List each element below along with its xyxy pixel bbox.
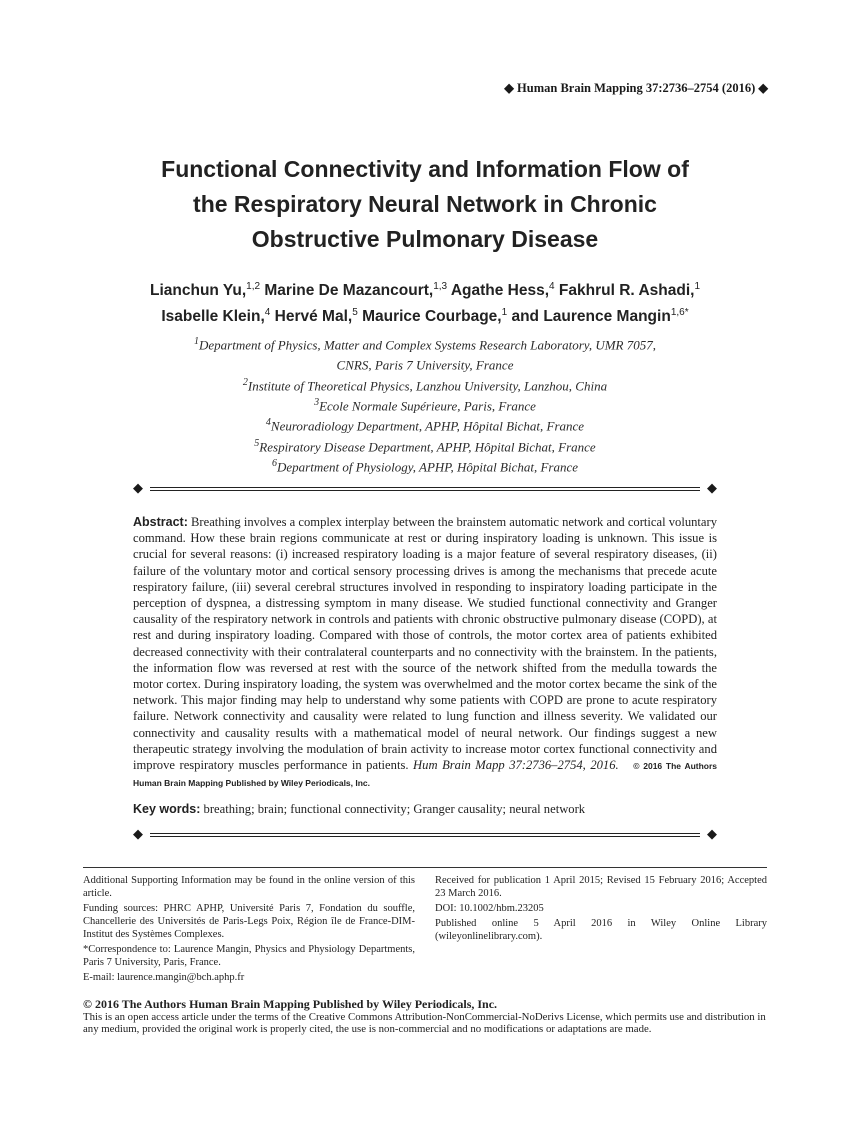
author: Lianchun Yu,$^{1,2}$ xyxy=(150,281,261,300)
footnote: Published online 5 April 2016 in Wiley Online Library (wileyonlinelibrary.com). xyxy=(435,918,767,942)
diamond-icon: ◆ xyxy=(707,481,717,496)
abstract xyxy=(133,514,717,791)
license-heading: © 2016 The Authors Human Brain Mapping Published by Wiley Periodicals, Inc. xyxy=(83,997,498,1011)
author: Fakhrul R. Ashadi,$^1$ xyxy=(558,281,700,300)
keywords-text: breathing; brain; functional connectivity; Granger causality; neural network xyxy=(203,802,586,816)
diamond-icon: ◆ xyxy=(133,481,143,496)
abstract-label: Abstract: xyxy=(133,515,188,529)
abstract-copyright: © 2016 The Authors Human Brain Mapping Published by Wiley Periodicals, Inc. xyxy=(133,761,718,789)
license-text: This is an open access article under the terms of the Creative Commons Attribution-NonCommercial-NoDerivs License, which permits use and distribution in any medium, provided the original work is properly cited, the use is non-commercial and no modifications or adaptations are made. xyxy=(83,1010,766,1035)
running-header: ◆ Human Brain Mapping 37:2736–2754 (2016) ◆ xyxy=(504,81,768,95)
author: Hervé Mal,$^5$ xyxy=(274,307,358,326)
diamond-icon: ◆ xyxy=(133,827,143,842)
footnotes-right xyxy=(435,874,767,945)
author-list xyxy=(95,276,755,328)
footnote: *Correspondence to: Laurence Mangin, Physics and Physiology Departments, Paris 7 University, Paris, France. xyxy=(83,944,415,968)
footnote: Additional Supporting Information may be found in the online version of this article. xyxy=(83,875,415,899)
affiliation: $^1$Department of Physics, Matter and Complex Systems Research Laboratory, UMR 7057, xyxy=(194,336,656,353)
license-block xyxy=(83,998,767,1036)
article-title xyxy=(100,152,750,257)
affiliation: $^5$Respiratory Disease Department, APHP, Hôpital Bichat, France xyxy=(254,437,596,454)
affiliation: CNRS, Paris 7 University, France xyxy=(336,357,514,373)
author: and Laurence Mangin$^{1,6*}$ xyxy=(511,307,689,326)
author: Marine De Mazancourt,$^{1,3}$ xyxy=(264,281,448,300)
title-line-1: Functional Connectivity and Information Flow of xyxy=(161,156,689,182)
title-line-2: the Respiratory Neural Network in Chronic xyxy=(193,191,657,217)
affiliation: $^4$Neuroradiology Department, APHP, Hôpital Bichat, France xyxy=(265,417,585,434)
affiliation: $^6$Department of Physiology, APHP, Hôpital Bichat, France xyxy=(271,457,578,475)
footer-divider xyxy=(83,867,767,868)
affiliation: $^2$Institute of Theoretical Physics, Lanzhou University, Lanzhou, China xyxy=(242,376,608,393)
author: Isabelle Klein,$^4$ xyxy=(161,307,271,326)
footnote: Funding sources: PHRC APHP, Université Paris 7, Fondation du souffle, Chancellerie des Universités de Paris-Legs Poix, Région île de France-DIM-Institut des Systèmes Complexes. xyxy=(83,903,415,940)
keywords-label: Key words: xyxy=(133,802,201,816)
footnotes-left xyxy=(83,874,415,986)
ornament-rule-bottom xyxy=(133,827,717,842)
title-line-3: Obstructive Pulmonary Disease xyxy=(251,226,599,252)
diamond-icon: ◆ xyxy=(707,827,717,842)
doi[interactable]: DOI: 10.1002/hbm.23205 xyxy=(435,903,544,914)
abstract-text: Breathing involves a complex interplay between the brainstem automatic network and cortical voluntary command. How these brain regions communicate at rest or during inspiratory loading is unknown. This issue is crucial for several reasons: (i) increased respiratory loading is a major feature of several respiratory diseases, (ii) failure of the voluntary motor and cortical sensory processing drives is among the mechanisms that precede acute respiratory failure, (iii) several cerebral structures involved in responding to inspiratory loading participate in the perception of dyspnea, a distressing symptom in many disease. We studied functional connectivity and Granger causality of the respiratory network in controls and patients with chronic obstructive pulmonary disease (COPD), at rest and during inspiratory loading. Compared with those of controls, the motor cortex area of patients exhibited decreased connectivity with their contralateral counterparts and no connectivity with the brainstem. In the patients, the information flow was reversed at rest with the source of the network shifted from the medulla towards the motor cortex. During inspiratory loading, the system was overwhelmed and the motor cortex became the sink of the network. This major finding may help to understand why some patients with COPD are prone to acute respiratory failure. Network connectivity and causality were related to lung function and illness severity. We validated our connectivity and causality results with a mathematical model of neural network. Our findings suggest a new therapeutic strategy involving the modulation of brain activity to increase motor cortex functional connectivity and improve respiratory muscles performance in patients. xyxy=(133,515,717,773)
keywords xyxy=(133,802,717,817)
author: Agathe Hess,$^4$ xyxy=(450,281,555,300)
affiliations xyxy=(100,333,750,475)
affiliation: $^3$Ecole Normale Supérieure, Paris, France xyxy=(314,396,536,414)
footnote: Received for publication 1 April 2015; Revised 15 February 2016; Accepted 23 March 2016. xyxy=(435,875,767,899)
ornament-rule-top xyxy=(133,481,717,496)
correspondence-email[interactable]: E-mail: laurence.mangin@bch.aphp.fr xyxy=(83,972,245,983)
abstract-citation: Hum Brain Mapp 37:2736–2754, 2016. xyxy=(413,758,619,773)
author: Maurice Courbage,$^1$ xyxy=(362,307,508,326)
